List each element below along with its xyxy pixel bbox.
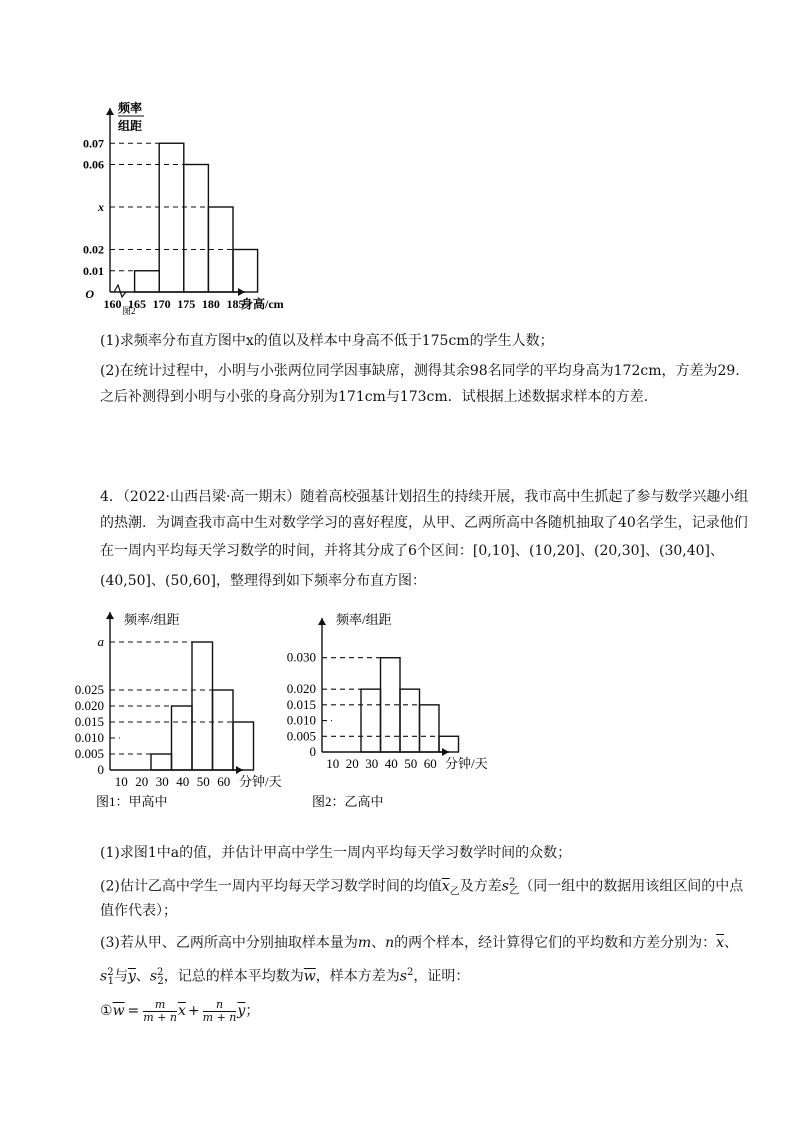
undefined-xtick-label-20: 20 [135, 774, 149, 789]
q4-p3-w: $\overline{w}$ [303, 968, 316, 985]
undefined-bar-165-170 [159, 143, 184, 292]
q4-line4: (40,50]、(50,60]，整理得到如下频率分布直方图： [100, 573, 427, 589]
eq-end: ； [245, 1003, 260, 1019]
undefined-bar-40-50 [213, 690, 234, 770]
undefined-bar-10-20 [151, 754, 172, 770]
undefined-xtick-label-40: 40 [384, 756, 398, 771]
undefined-xtick-label-180: 180 [201, 297, 220, 311]
q4-p3-m: m [357, 935, 372, 951]
undefined-ytick-label-5: 0.005 [74, 746, 104, 761]
undefined-caption: 图2：乙高中 [312, 794, 384, 809]
q4-p3-sep3: 、 [135, 968, 150, 985]
q4-line2: 的热潮．为调查我市高中生对数学学习的喜好程度，从甲、乙两所高中各随机抽取了40名学生，记录他们 [100, 515, 748, 531]
q3-part2-line2: 之后补测得到小明与小张的身高分别为171cm与173cm．试根据上述数据求样本的方差. [100, 389, 649, 405]
undefined-ytick-label-3: 0.02 [83, 242, 104, 257]
undefined-ylabel: 频率/组距 [336, 612, 392, 627]
q4-p3-text-a: (3)若从甲、乙两所高中分别抽取样本量为 [100, 935, 358, 951]
q4-p2-sup: 2 [508, 877, 516, 888]
q4-p3-text-d: ，样本方差为 [315, 968, 400, 985]
q4-p3-y: $\overline{y}$ [127, 968, 136, 985]
undefined-xlabel: 分钟/天 [239, 774, 282, 789]
circle-1: ① [100, 1003, 113, 1019]
eq-frac-n [203, 999, 237, 1024]
q4-p3-s-sup: 2 [406, 967, 414, 978]
undefined-xtick-label-175: 175 [177, 297, 196, 311]
undefined-ylabel-top: 频率 [118, 101, 143, 115]
undefined-xtick-label-60: 60 [423, 756, 437, 771]
undefined-origin-label: 0 [309, 744, 316, 759]
fig2-histogram-svg [282, 606, 522, 812]
undefined-ytick-label-3: 0.015 [74, 714, 104, 729]
undefined-bar-30-40 [192, 642, 213, 770]
undefined-caption: 图2 [122, 306, 136, 316]
q4-p3-sep2: 、 [724, 935, 739, 951]
q4-p2-line2: 值作代表）； [100, 903, 177, 919]
undefined-xtick-label-30: 30 [365, 756, 379, 771]
undefined-bar-10-20 [361, 689, 381, 752]
eq-frac-n-den: m + n [202, 1010, 237, 1024]
q4-p2-line1 [100, 872, 743, 903]
undefined-ytick-label-0: a [97, 634, 104, 649]
q4-equation-1 [100, 996, 259, 1026]
undefined-ytick-label-2: 0.015 [286, 696, 316, 712]
undefined-bar-20-30 [172, 706, 193, 770]
q4-p3-text-e: ，证明： [413, 968, 470, 985]
q4-p2-text-c: （同一组中的数据用该组区间的中点 [519, 878, 744, 895]
q4-s1-sup: 2 [107, 967, 114, 978]
undefined-xtick-label-50: 50 [196, 774, 210, 789]
undefined-y-arrow [318, 618, 326, 625]
q4-p3-text-b: 的两个样本，经计算得它们的平均数和方差分别为： [394, 935, 717, 951]
q4-p2-x: $\overline{x}$ [441, 878, 450, 895]
q4-p3-s: s [399, 968, 407, 985]
q4-s2-sub: 2 [157, 976, 164, 988]
eq-x: $\overline{x}$ [178, 1003, 186, 1019]
undefined-bar-50-60 [439, 736, 459, 752]
top-axis-break-mark [114, 285, 126, 297]
undefined-bar-160-165 [135, 271, 160, 292]
undefined-ytick-label-4: 0.01 [83, 263, 104, 278]
undefined-ytick-label-0: 0.030 [286, 649, 316, 665]
q4-s1: s [100, 968, 108, 985]
q4-s2: s [149, 968, 158, 985]
q4-p2-sub: 乙 [449, 886, 460, 898]
undefined-xtick-label-60: 60 [217, 774, 231, 789]
undefined-bar-170-175 [184, 165, 209, 293]
undefined-ytick-label-4: 0.010 [74, 730, 104, 745]
q4-line1: 4．（2022·山西吕梁·高一期末）随着高校强基计划招生的持续开展，我市高中生抓起了参与数学兴趣小组 [100, 489, 749, 505]
eq-frac-m-den: m + n [143, 1010, 178, 1024]
q4-p2-sub2: 乙 [509, 886, 520, 898]
q4-p2-s: s [501, 878, 509, 895]
undefined-xtick-label-10: 10 [326, 756, 340, 771]
eq-frac-m [143, 999, 177, 1024]
undefined-y-arrow [106, 612, 114, 619]
q4-p3-x: $\overline{x}$ [716, 935, 725, 951]
undefined-xtick-label-20: 20 [345, 756, 359, 771]
undefined-xtick-label-185: 185 [226, 297, 245, 311]
q3-part1: (1)求频率分布直方图中x的值以及样本中身高不低于175cm的学生人数； [100, 333, 554, 349]
undefined-ytick-label-2: 0.020 [74, 698, 104, 713]
q4-p3-sep: 、 [371, 935, 386, 951]
height-histogram-svg [70, 92, 330, 322]
undefined-ytick-label-2: x [98, 200, 104, 214]
undefined-bar-30-40 [400, 689, 420, 752]
eq-y: $\overline{y}$ [237, 1003, 246, 1019]
eq-w: $\overline{w}$ [112, 1003, 125, 1019]
undefined-bar-40-50 [420, 705, 440, 752]
undefined-caption: 图1：甲高中 [96, 794, 168, 809]
undefined-ytick-label-1: 0.020 [286, 681, 316, 697]
undefined-ylabel-bottom: 组距 [118, 119, 143, 133]
q3-part2-line1: (2)在统计过程中，小明与小张两位同学因事缺席，测得其余98名同学的平均身高为172cm，方差为29. [100, 363, 740, 379]
q4-p2-text-a: (2)估计乙高中学生一周内平均每天学习数学时间的均值 [100, 878, 442, 895]
q4-p3-text-c: ，记总的样本平均数为 [163, 968, 304, 985]
undefined-xtick-label-40: 40 [176, 774, 190, 789]
undefined-origin-label: O [85, 287, 94, 301]
q4-p1: (1)求图1中a的值，并估计甲高中学生一周内平均每天学习数学时间的众数； [100, 845, 572, 861]
eq-plus: + [187, 1003, 200, 1019]
undefined-xtick-label-165: 165 [128, 297, 147, 311]
undefined-y-arrow [106, 108, 114, 115]
q4-p3-line1 [100, 932, 738, 954]
undefined-ylabel: 频率/组距 [124, 612, 180, 627]
undefined-ytick-label-4: 0.005 [286, 728, 316, 744]
undefined-origin-label: 0 [97, 762, 104, 777]
undefined-xtick-label-160: 160 [103, 297, 122, 311]
q4-s2-sup: 2 [157, 967, 164, 978]
undefined-bar-50-60 [233, 722, 254, 770]
undefined-bar-180-185 [233, 250, 258, 293]
height-histogram [70, 92, 330, 322]
q4-line3: 在一周内平均每天学习数学的时间，并将其分成了6个区间：[0,10]、(10,20]、(20,30]、(30,40]、 [100, 543, 725, 559]
q4-s1-sub: 1 [107, 976, 114, 988]
q4-p3-and: 与 [113, 968, 128, 985]
undefined-xlabel: 分钟/天 [445, 756, 488, 771]
undefined-ytick-label-1: 0.06 [83, 157, 104, 172]
fig2-histogram [282, 606, 522, 812]
undefined-ytick-label-3: 0.010 [286, 712, 316, 728]
undefined-ytick-label-0: 0.07 [83, 136, 104, 151]
undefined-xtick-label-170: 170 [152, 297, 171, 311]
q4-p2-text-b: 及方差 [459, 878, 502, 895]
undefined-ytick-label-1: 0.025 [74, 682, 104, 697]
eq-frac-m-num: m [154, 997, 166, 1011]
undefined-xtick-label-30: 30 [155, 774, 169, 789]
eq-equals: = [127, 1003, 140, 1019]
eq-frac-n-num: n [215, 997, 224, 1011]
q4-p3-line2 [100, 962, 469, 993]
undefined-xtick-label-50: 50 [404, 756, 418, 771]
undefined-xtick-label-10: 10 [114, 774, 128, 789]
undefined-xlabel: 身高/cm [241, 297, 284, 311]
q4-p3-n: n [385, 935, 395, 951]
